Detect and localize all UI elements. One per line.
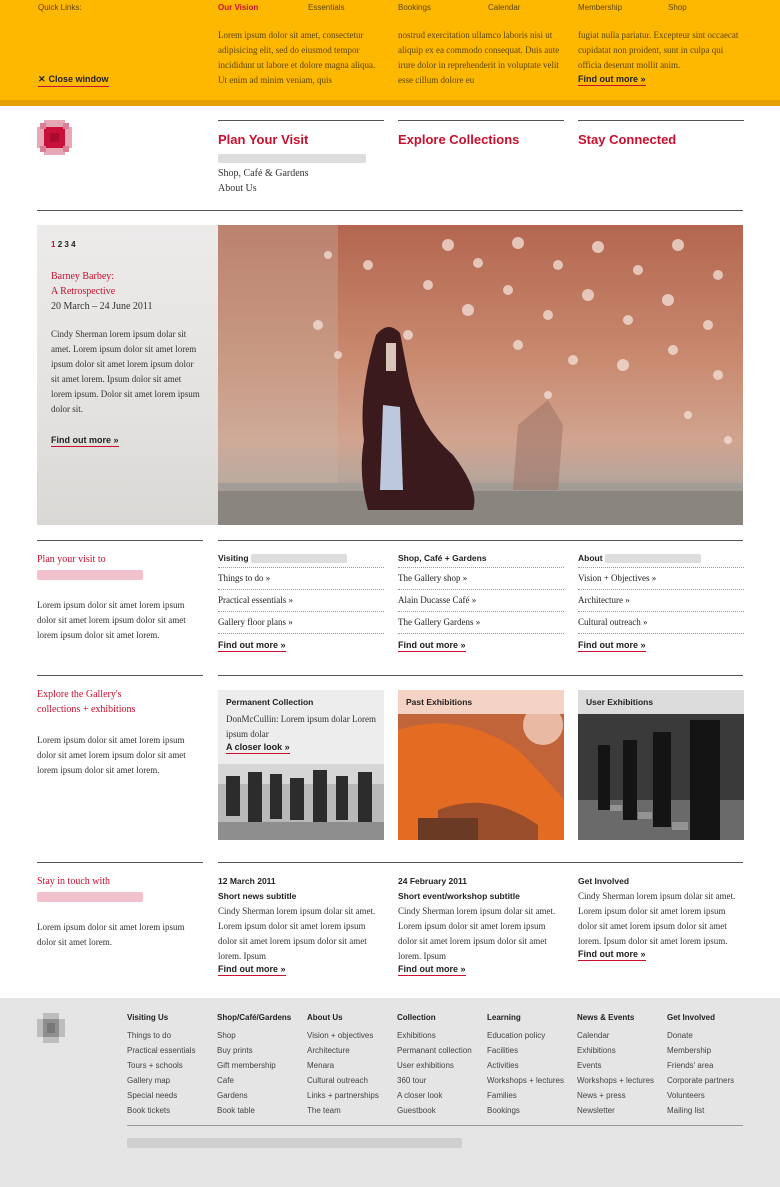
footer-link[interactable]: Gallery map [127,1076,171,1085]
stay-divider-left [37,862,203,863]
stay-section-title [37,874,143,904]
visit-divider-left [37,540,203,541]
footer-link[interactable]: Corporate partners [667,1076,735,1085]
tile-user-exhibitions[interactable] [578,690,744,840]
nav-plan-title[interactable]: Plan Your Visit [218,132,309,147]
nav-explore-title[interactable]: Explore Collections [398,132,520,147]
footer-link[interactable]: User exhibitions [397,1061,454,1070]
footer-link[interactable]: Vision + objectives [307,1031,374,1040]
visit-col-heading[interactable]: Visiting [218,545,384,568]
hero-panel [37,225,218,525]
event-subtitle[interactable]: Short event/workshop subtitle [398,891,520,901]
visit-link-architecture[interactable]: Architecture » [578,590,744,612]
quick-find-out-more-link[interactable]: Find out more » [578,74,646,84]
nav-plan-blurred-item[interactable] [218,151,384,166]
get-involved-heading[interactable]: Get Involved [578,876,630,886]
nav-explore-collections [398,120,564,147]
footer-link[interactable]: Menara [307,1061,335,1070]
footer-link[interactable]: Exhibitions [397,1031,436,1040]
footer-heading[interactable]: News & Events [577,1013,635,1022]
close-icon: ✕ [38,74,46,84]
footer-link[interactable]: 360 tour [397,1076,427,1085]
footer-link[interactable]: Things to do [127,1031,172,1040]
quick-text-1: Lorem ipsum dolor sit amet, consectetur adipisicing elit, sed do eiusmod tempor incididunt ut labore et dolore magna aliqua. Ut enim ad minim veniam, quis [218,30,376,85]
visit-find-out-more-link[interactable]: Find out more » [218,640,286,651]
nav-plan-your-visit [218,120,384,196]
footer-link[interactable]: Friends' area [667,1061,714,1070]
footer-link[interactable]: Volunteers [667,1091,705,1100]
quick-tab-our-vision[interactable]: Our Vision [218,3,259,12]
visit-find-out-more-link[interactable]: Find out more » [398,640,466,650]
footer-link[interactable]: Mailing list [667,1106,705,1115]
footer-link[interactable]: Exhibitions [577,1046,616,1055]
footer-link[interactable]: Cafe [217,1076,234,1085]
footer-heading[interactable]: About Us [307,1013,343,1022]
visit-link-gardens[interactable]: The Gallery Gardens » [398,612,564,634]
footer-link[interactable]: Events [577,1061,602,1070]
visit-link-things-to-do[interactable]: Things to do » [218,568,384,590]
hero-page-4[interactable]: 4 [71,240,76,249]
footer-link[interactable]: Tours + schools [127,1061,183,1070]
hero-title[interactable] [51,269,204,299]
footer-col-get-involved [667,1013,734,1118]
quick-tab-calendar[interactable]: Calendar [488,3,521,12]
footer-link[interactable]: Practical essentials [127,1046,196,1055]
visit-link-outreach[interactable]: Cultural outreach » [578,612,744,634]
visit-col-about [578,545,744,650]
news-subtitle[interactable]: Short news subtitle [218,891,297,901]
footer-col-collection [397,1013,472,1118]
quick-links-bar [0,0,780,106]
footer-heading[interactable]: Learning [487,1013,521,1022]
closer-look-link[interactable]: A closer look » [226,742,290,752]
hero-title-line-1: Barney Barbey: [51,271,115,282]
visit-find-out-more-link[interactable]: Find out more » [578,640,646,651]
footer-link[interactable]: Book tickets [127,1106,171,1115]
quick-tab-essentials[interactable]: Essentials [308,3,345,12]
footer-heading[interactable]: Shop/Café/Gardens [217,1013,292,1022]
hero-pagination [51,240,204,249]
event-item [398,868,564,974]
footer-link[interactable]: Architecture [307,1046,350,1055]
nav-stay-title[interactable]: Stay Connected [578,132,677,147]
hero-title-line-2: A Retrospective [51,286,116,297]
footer-link[interactable]: Gift membership [217,1061,276,1070]
get-involved-find-out-more-link[interactable]: Find out more » [578,949,646,959]
footer-heading[interactable]: Visiting Us [127,1013,169,1022]
footer-copyright-blurred [127,1138,462,1148]
footer-link[interactable]: Workshops + lectures [487,1076,564,1085]
visit-link-cafe[interactable]: Alain Ducasse Café » [398,590,564,612]
news-date: 12 March 2011 [218,876,276,886]
stay-divider-right [218,862,743,863]
close-window-button[interactable] [38,74,109,87]
hero-description: Cindy Sherman lorem ipsum dolar sit amet. Lorem ipsum dolor sit amet lorem ipsum dolor sit amet lorem ipsum dolor sit amet lorem. Ipsum dolor sit amet lorem ipsum. Dolor sit amet lorem ipsum dolor sit. [51,329,200,414]
footer-logo[interactable] [37,1013,65,1043]
permanent-collection-label: Permanent Collection [226,697,314,707]
footer-link[interactable]: Guestbook [397,1106,436,1115]
get-involved-body: Cindy Sherman lorem ipsum dolar sit amet. Lorem ipsum dolor sit amet lorem ipsum dolor sit amet lorem ipsum dolor sit amet lorem. Ipsum dolor sit amet lorem ipsum. [578,891,736,946]
explore-section-text: Lorem ipsum dolor sit amet lorem ipsum dolor sit amet lorem ipsum dolor sit amet lorem ipsum dolor sit amet lorem. [37,735,186,775]
footer-link[interactable]: Cultural outreach [307,1076,368,1085]
hero-carousel [37,225,743,525]
hero-image[interactable] [218,225,743,525]
quick-tab-shop[interactable]: Shop [668,3,687,12]
quick-text-3: fugiat nulla pariatur. Excepteur sint occaecat cupidatat non proident, sunt in culpa qui officia deserunt mollit anim. [578,30,739,70]
footer-link[interactable]: Permanant collection [397,1046,472,1055]
stay-title-blurred [37,889,143,904]
get-involved-item [578,868,744,959]
nav-plan-item-about[interactable]: About Us [218,183,257,194]
quick-tab-membership[interactable]: Membership [578,3,623,12]
footer-link[interactable]: Workshops + lectures [577,1076,654,1085]
explore-title-line-1: Explore the Gallery's [37,689,122,700]
footer-link[interactable]: Calendar [577,1031,610,1040]
footer-col-news-events [577,1013,654,1118]
footer-link[interactable]: Facilities [487,1046,519,1055]
explore-divider-left [37,675,203,676]
nav-stay-connected [578,120,744,147]
permanent-collection-image [218,764,384,840]
footer-link[interactable]: The team [307,1106,341,1115]
news-find-out-more-link[interactable]: Find out more » [218,964,286,974]
visit-link-gallery-shop[interactable]: The Gallery shop » [398,568,564,590]
nav-plan-item-shop[interactable]: Shop, Café & Gardens [218,168,309,179]
visit-col-heading[interactable]: Shop, Café + Gardens [398,545,564,568]
footer-link[interactable]: Donate [667,1031,693,1040]
visit-link-floor-plans[interactable]: Gallery floor plans » [218,612,384,634]
footer-col-learning [487,1013,564,1118]
visit-title-blurred [37,567,143,582]
quick-links-label: Quick Links: [38,3,82,12]
news-body: Cindy Sherman lorem ipsum dolar sit amet. Lorem ipsum dolor sit amet lorem ipsum dolor sit amet lorem ipsum dolor sit amet lorem. Ipsum [218,906,376,961]
hero-date: 20 March – 24 June 2011 [51,301,153,312]
footer-link[interactable]: Bookings [487,1106,520,1115]
footer-link[interactable]: Special needs [127,1091,178,1100]
visit-col-heading[interactable]: About [578,545,744,568]
nav-divider [37,210,743,211]
visit-section-text: Lorem ipsum dolor sit amet lorem ipsum dolor sit amet lorem ipsum dolor sit amet lorem ipsum dolor sit amet lorem. [37,600,186,640]
permanent-collection-caption: DonMcCullin: Lorem ipsum dolar Lorem ipsum dolar [226,714,376,739]
visit-section-title [37,552,143,582]
event-date: 24 February 2011 [398,876,467,886]
event-find-out-more-link[interactable]: Find out more » [398,964,466,974]
footer-heading[interactable]: Get Involved [667,1013,716,1022]
visit-link-vision[interactable]: Vision + Objectives » [578,568,744,590]
quick-text-2: nostrud exercitation ullamco laboris nisi ut aliquip ex ea commodo consequat. Duis aute irure dolor in reprehenderit in voluptate velit esse cillum dolore eu [398,30,560,85]
footer-divider [127,1125,743,1126]
footer-heading[interactable]: Collection [397,1013,436,1022]
footer-link[interactable]: Shop [217,1031,236,1040]
footer-col-about-us [307,1013,379,1118]
stay-title-text: Stay in touch with [37,876,111,887]
quick-tab-bookings[interactable]: Bookings [398,3,431,12]
footer-link[interactable]: Activities [487,1061,519,1070]
user-exhibitions-label: User Exhibitions [578,690,744,714]
visit-col-visiting [218,545,384,650]
footer-link[interactable]: Families [487,1091,517,1100]
footer-link[interactable]: Gardens [217,1091,248,1100]
footer-link[interactable]: Newsletter [577,1106,615,1115]
close-window-label: Close window [48,74,109,84]
hero-page-1[interactable]: 1 [51,240,56,249]
footer-link[interactable]: Links + partnerships [307,1091,379,1100]
footer [0,998,780,1187]
logo[interactable] [37,120,72,155]
event-body: Cindy Sherman lorem ipsum dolar sit amet. Lorem ipsum dolor sit amet lorem ipsum dolor sit amet lorem ipsum dolor sit amet lorem. Ipsum [398,906,556,961]
explore-section-title [37,687,135,717]
footer-link[interactable]: News + press [577,1091,626,1100]
visit-col-shop [398,545,564,650]
footer-link[interactable]: Membership [667,1046,712,1055]
hero-find-out-more-link[interactable]: Find out more » [51,435,119,445]
footer-link[interactable]: Book table [217,1106,255,1115]
footer-col-visiting-us [127,1013,195,1118]
footer-link[interactable]: A closer look [397,1091,443,1100]
hero-page-3[interactable]: 3 [64,240,69,249]
footer-link[interactable]: Education policy [487,1031,546,1040]
tile-permanent-collection[interactable] [218,690,384,840]
footer-link[interactable]: Buy prints [217,1046,253,1055]
past-exhibitions-label: Past Exhibitions [398,690,564,714]
hero-page-2[interactable]: 2 [57,240,63,249]
visit-link-practical[interactable]: Practical essentials » [218,590,384,612]
visit-title-text: Plan your visit to [37,554,106,565]
explore-title-line-2: collections + exhibitions [37,704,136,715]
visit-divider-right [218,540,743,541]
news-item [218,868,384,974]
tile-past-exhibitions[interactable] [398,690,564,840]
explore-divider-right [218,675,743,676]
stay-section-text: Lorem ipsum dolor sit amet lorem ipsum dolor sit amet lorem. [37,922,185,947]
footer-col-shop [217,1013,291,1118]
